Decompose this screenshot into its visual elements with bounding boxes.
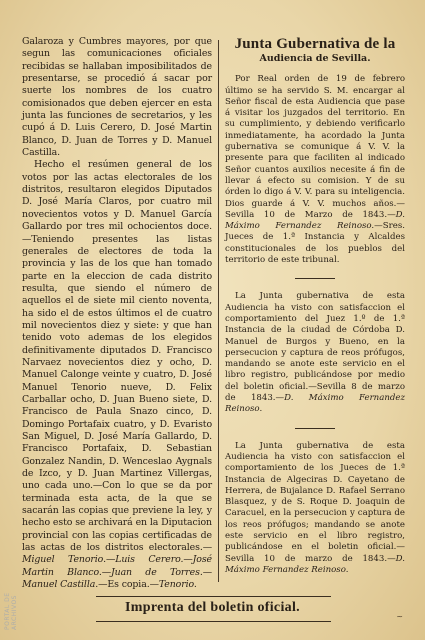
footer-imprint: Imprenta del boletin oficial. xyxy=(125,600,300,615)
notice-1 xyxy=(225,74,405,266)
notice-1-signature: D. Máximo Fernandez Reinoso. xyxy=(225,209,405,232)
notice-2 xyxy=(225,291,405,415)
footer-rule-bottom xyxy=(96,621,331,622)
notice-1-recipients: —Sres. Jueces de 1.ª Instancia y Alcaldes constitucionales de los pueblos del territorio de este tribunal. xyxy=(225,221,405,266)
left-closing: Es copia.— xyxy=(107,579,159,591)
left-paragraph-2 xyxy=(22,159,212,591)
notice-1-text: Por Real orden de 19 de febrero último se ha servido S. M. encargar al Señor fiscal de esta Audiencia que pase á visitar los juzgados del territorio. En su cumplimiento, y debiendo verificarlo inmediatamente, ha acordado la Junta gubernativa se comunique á V. V. la presente para que faciliten al indicado Señor cuantos auxilios necesite á fin de llevar á efecto su comision. Y de su órden lo digo á V. V. para su inteligencia. xyxy=(225,74,405,198)
separator-rule xyxy=(295,428,335,429)
column-divider xyxy=(218,40,219,582)
left-paragraph-2-text: Hecho el resúmen general de los votos por las actas electorales de los distritos, resultaron elegidos Diputados D. José María Claros, por cuatro mil novecientos votos y D. Manuel García Gallardo por tres mil ochocientos doce.—Teniendo presentes las listas generales de electores de toda la provincia y las de los que han tomado parte en la eleccion de cada distrito resulta, que siendo el número de aquellos el de siete mil ciento noventa, ha sido el de estos últimos el de cuatro mil novecientos diez y siete: y que han tenido voto ademas de los elegidos definitivamente diputados D. Francisco Narvaez novecientos diez y ocho, D. Manuel Calonge veinte y cuatro, D. José Manuel Tenorio nueve, D. Felix Carballar ocho, D. Juan Bueno siete, D. Francisco de Paula Snazo cinco, D. Domingo Portafaix cuatro, y D. Evaristo San Miguel, D. José María Gallardo, D. Francisco Portafaix, D. Sebastian Gonzalez Nandin, D. Wenceslao Aygnals de Izco, y D. Juan Martinez Villergas, uno cada uno.—Con lo que se da por terminada esta acta, de la que se sacarán las copias que previene la ley, y hecho esto se archivará en la Diputacion provincial con las copias certificadas de las actas de los distritos electorales.— xyxy=(22,159,212,554)
left-column xyxy=(22,36,212,591)
left-closing-signature: Tenorio. xyxy=(158,579,197,591)
corner-mark: ~ xyxy=(396,612,403,621)
notice-1-date: Dios guarde á V. V. muchos años.—Sevilla 10 de Marzo de 1843.— xyxy=(225,198,405,220)
notice-2-signature: D. Máximo Fernandez Reinoso. xyxy=(225,393,405,415)
section-subheading: Audiencia de Sevilla. xyxy=(259,53,371,64)
footer-rule-top xyxy=(96,596,331,597)
notice-3 xyxy=(225,441,405,577)
notice-3-text: La Junta gubernativa de esta Audiencia ha visto con satisfaccion el comportamiento de los Jueces de 1.ª Instancia de Algeciras D. Cayetano de Herrera, de Bujalance D. Rafael Serrano Blasquez, y de S. Roque D. Joaquin de Caracuel, en la persecucion y captura de los reos prófugos; mandando se anote este servicio en el libro registro, publicándose en el boletin oficial.—Sevilla 10 de marzo de 1843.— xyxy=(225,440,405,564)
section-heading: Junta Gubernativa de la xyxy=(234,36,396,52)
notice-3-signature: D. Máximo Fernandez Reinoso. xyxy=(225,553,405,575)
right-column xyxy=(225,36,405,576)
separator-rule xyxy=(295,278,335,279)
left-paragraph-1: Galaroza y Cumbres mayores, por que segun las comunicaciones oficiales recibidas se hallaban imposibilitados de presentarse, se procedió á sacar por suerte los nombres de los cuatro comisionados que deben ejercer en esta junta las funciones de secretarios, y les cupó á D. Luis Cerero, D. José Martin Blanco, D. Juan de Torres y D. Manuel Castilla. xyxy=(22,36,212,159)
left-signatures: Miguel Tenorio.—Luis Cerero.—José Martin Blanco.—Juan de Torres.—Manuel Castilla.— xyxy=(22,554,212,591)
notice-2-text: La Junta gubernativa de esta Audiencia ha visto con satisfaccion el comportamiento del Juez 1.º de 1.ª Instancia de la ciudad de Córdoba D. Manuel de Burgos y Bueno, en la persecucion y captura de reos prófugos, mandando se anote este servicio en el libro registro, publicándose por medio del boletin oficial.—Sevilla 8 de marzo de 1843.— xyxy=(225,291,405,404)
archive-stamp: PORTAL DE ARCHIVOS xyxy=(4,592,18,630)
